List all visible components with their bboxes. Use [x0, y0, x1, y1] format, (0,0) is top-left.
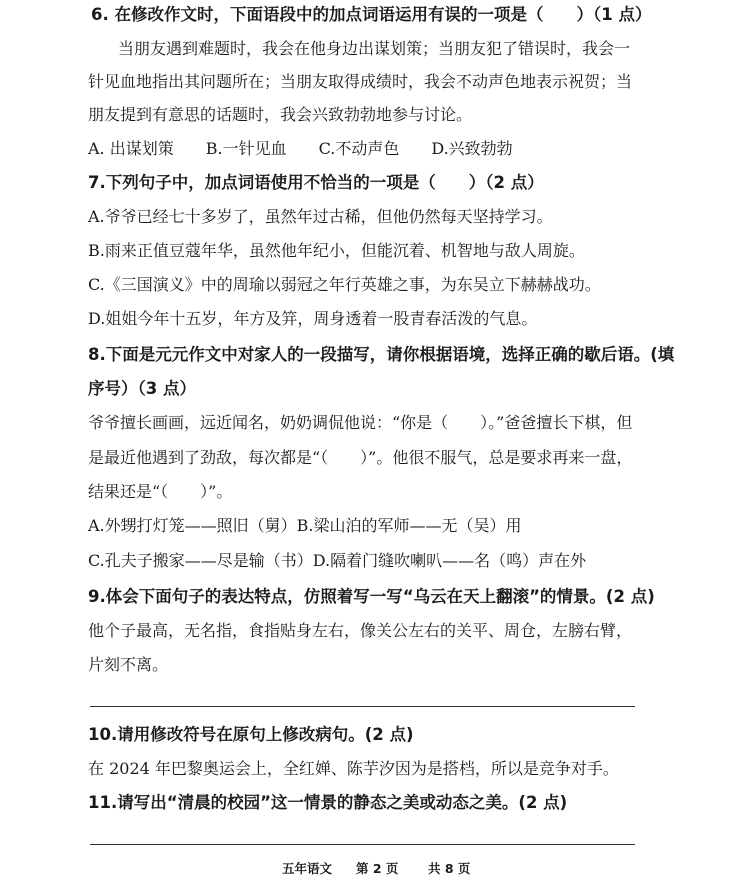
footer-total: 共 8 页 [428, 861, 471, 876]
q8-options-line-1: A.外甥打灯笼——照旧（舅）B.梁山泊的军师——无（吴）用 [88, 516, 522, 535]
q8-passage-line-1: 爷爷擅长画画，远近闻名，奶奶调侃他说：“你是（ ）。”爸爸擅长下棋，但 [88, 413, 633, 432]
q8-title-line-2: 序号）（3 点） [88, 379, 196, 398]
q8-title-line-1: 8.下面是元元作文中对家人的一段描写，请你根据语境，选择正确的歇后语。(填 [88, 345, 675, 364]
q6-passage-line-2: 针见血地指出其问题所在；当朋友取得成绩时，我会不动声色地表示祝贺；当 [88, 72, 633, 91]
q7-option-d: D.姐姐今年十五岁，年方及笄，周身透着一股青春活泼的气息。 [88, 309, 538, 328]
q9-answer-line[interactable] [90, 706, 635, 707]
q6-title: 6. 在修改作文时，下面语段中的加点词语运用有误的一项是（ ）（1 点） [91, 5, 652, 24]
q10-sentence: 在 2024 年巴黎奥运会上，全红婵、陈芋汐因为是搭档，所以是竞争对手。 [88, 759, 619, 778]
q9-passage-line-1: 他个子最高，无名指，食指贴身左右，像关公左右的关平、周仓，左膀右臂， [88, 621, 633, 640]
q8-options-line-2: C.孔夫子搬家——尽是输（书）D.隔着门缝吹喇叭——名（鸣）声在外 [88, 551, 587, 570]
q7-option-c: C.《三国演义》中的周瑜以弱冠之年行英雄之事，为东吴立下赫赫战功。 [88, 275, 601, 294]
q11-title: 11.请写出“清晨的校园”这一情景的静态之美或动态之美。(2 点) [88, 793, 568, 812]
q7-title: 7.下列句子中，加点词语使用不恰当的一项是（ ）（2 点） [88, 173, 544, 192]
q6-options: A. 出谋划策 B.一针见血 C.不动声色 D.兴致勃勃 [88, 139, 513, 158]
q11-answer-line[interactable] [90, 844, 635, 845]
q9-passage-line-2: 片刻不离。 [88, 655, 169, 674]
q8-passage-line-2: 是最近他遇到了劲敌，每次都是“（ ）”。他很不服气，总是要求再来一盘， [88, 448, 633, 467]
q7-option-a: A.爷爷已经七十多岁了，虽然年过古稀，但他仍然每天坚持学习。 [88, 207, 553, 226]
footer-subject: 五年语文 [282, 861, 333, 876]
q6-passage-line-3: 朋友提到有意思的话题时，我会兴致勃勃地参与讨论。 [88, 105, 473, 124]
q9-title: 9.体会下面句子的表达特点，仿照着写一写“乌云在天上翻滚”的情景。(2 点) [88, 587, 655, 606]
q10-title: 10.请用修改符号在原句上修改病句。(2 点) [88, 725, 414, 744]
q7-option-b: B.雨来正值豆蔻年华，虽然他年纪小，但能沉着、机智地与敌人周旋。 [88, 241, 585, 260]
footer-page: 第 2 页 [356, 861, 399, 876]
q8-passage-line-3: 结果还是“（ ）”。 [88, 482, 233, 501]
q6-passage-line-1: 当朋友遇到难题时，我会在他身边出谋划策；当朋友犯了错误时，我会一 [118, 39, 631, 58]
